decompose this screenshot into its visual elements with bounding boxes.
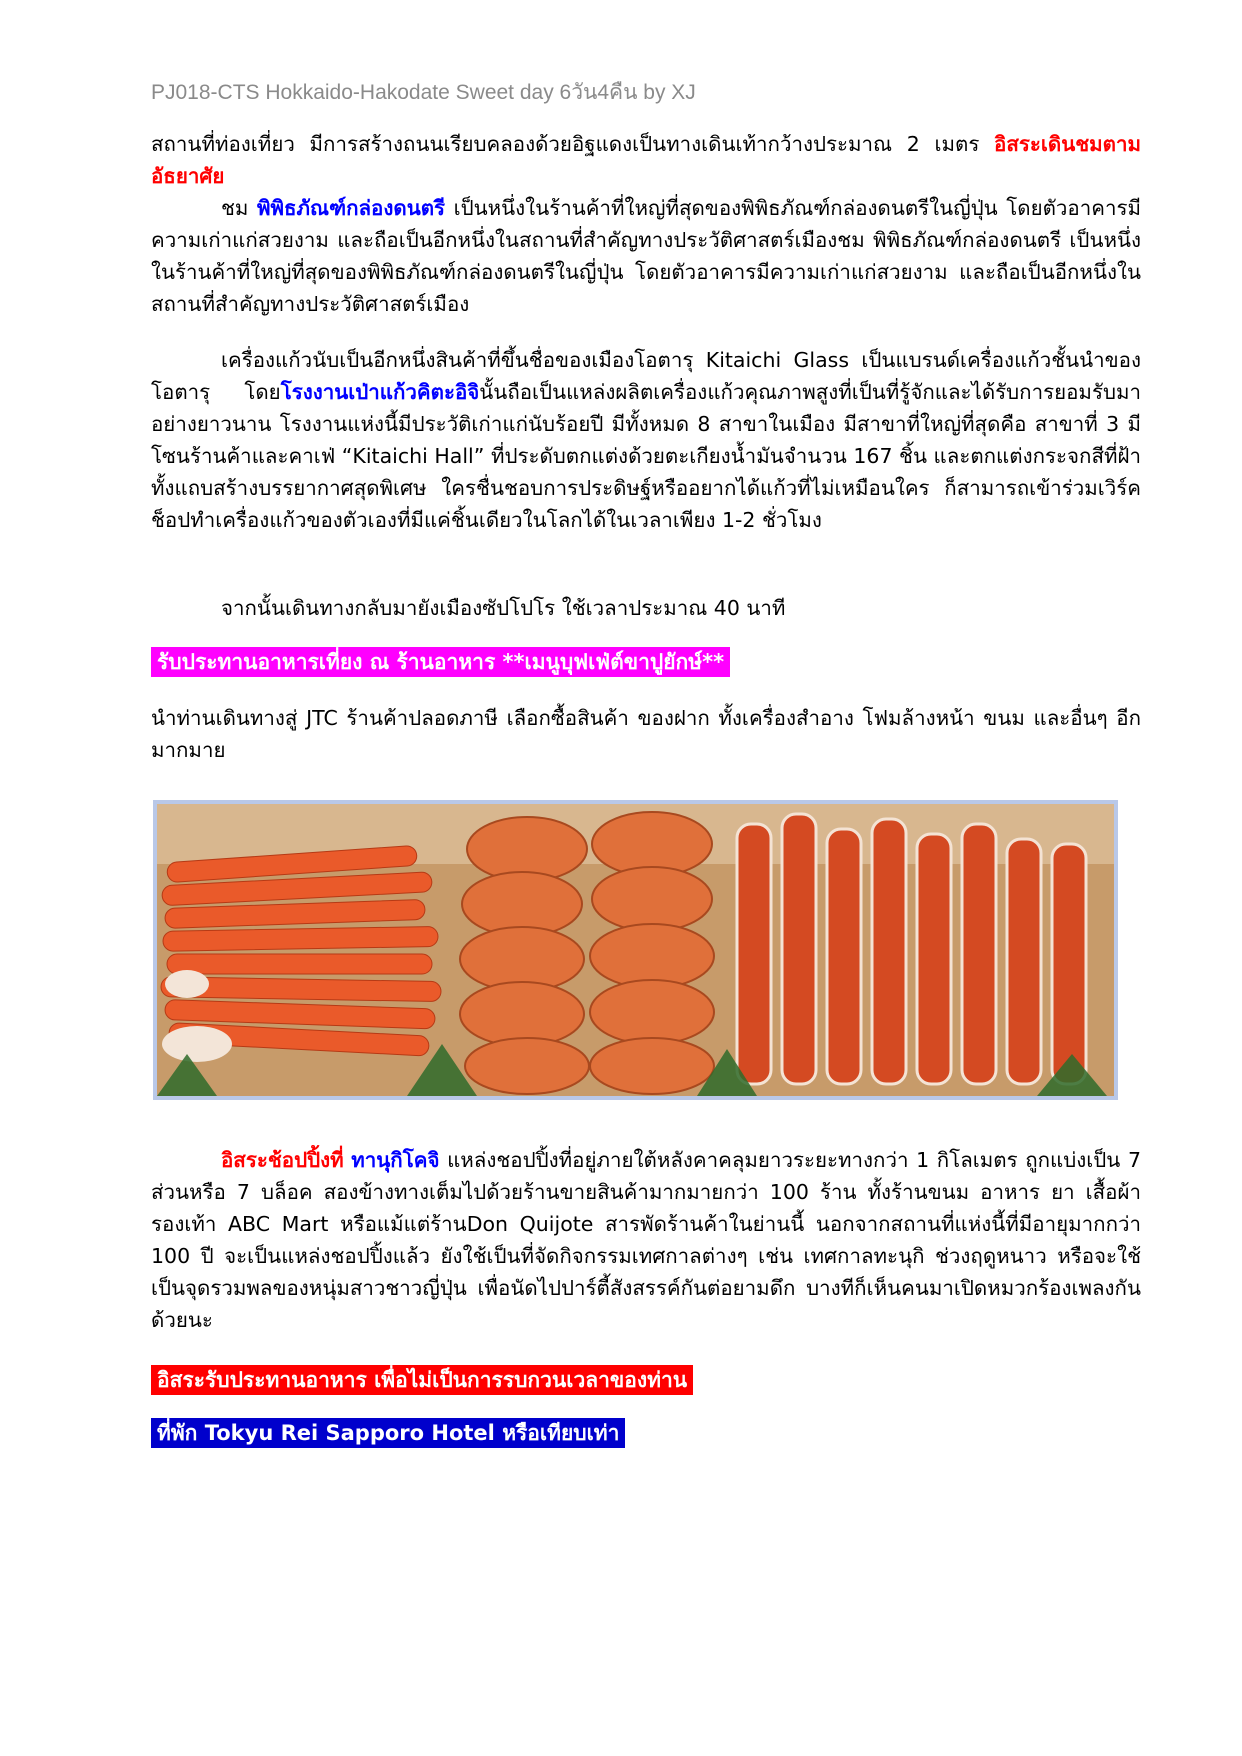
crab-illustration <box>157 804 1114 1096</box>
paragraph-lead: ชม <box>221 196 257 220</box>
paragraph-text: แหล่งชอปปิ้งที่อยู่ภายใต้หลังคาคลุมยาวระยะทางกว่า 1 กิโลเมตร ถูกแบ่งเป็น 7 ส่วนหรือ 7 บล็อค สองข้างทางเต็มไปด้วยร้านขายสินค้ามากมายกว่า 100 ร้าน ทั้งร้านขนม อาหาร ยา เสื้อผ้า รองเท้า ABC Mart หรือแม้แต่ร้านDon Quijote สารพัดร้านค้าในย่านนี้ นอกจากสถานที่แห่งนี้ที่มีอายุมากกว่า 100 ปี จะเป็นแหล่งชอปปิ้งแล้ว ยังใช้เป็นที่จัดกิจกรรมเทศกาลต่างๆ เช่น เทศกาลทะนุกิ ช่วงฤดูหนาว หรือจะใช้เป็นจุดรวมพลของหนุ่มสาวชาวญี่ปุ่น เพื่อนัดไปปาร์ตี้สังสรรค์กันต่อยามดึก บางทีก็เห็นคนมาเปิดหมวกร้องเพลงกันด้วยนะ <box>151 1148 1141 1332</box>
paragraph-text-continued: นั้นถือเป็นแหล่งผลิตเครื่องแก้วคุณภาพสูงที่เป็นที่รู้จักและได้รับการยอมรับมาอย่างยาวนาน โรงงานแห่งนี้มีประวัติเก่าแก่นับร้อยปี มีทั้งหมด 8 สาขาในเมือง มีสาขาที่ใหญ่ที่สุดคือ สาขาที่ 3 มีโซนร้านค้าและคาเฟ่ “Kitaichi Hall” ที่ประดับตกแต่งด้วยตะเกียงน้ำมันจำนวน 167 ชิ้น และตกแต่งกระจกสีที่ฝ้าทั้งแถบสร้างบรรยากาศสุดพิเศษ ใครชื่นชอบการประดิษฐ์หรืออยากได้แก้วที่ไม่เหมือนใคร ก็สามารถเข้าร่วมเวิร์คช็อปทำเครื่องแก้วของตัวเองที่มีแค่ชิ้นเดียวในโลกได้ในเวลาเพียง 1-2 ชั่วโมง <box>151 380 1141 532</box>
lunch-banner: รับประทานอาหารเที่ยง ณ ร้านอาหาร **เมนูบุฟเฟ่ต์ขาปูยักษ์** <box>151 647 730 677</box>
kitaichi-factory-name: โรงงานเป่าแก้วคิตะอิจิ <box>280 380 480 404</box>
paragraph-return-sapporo <box>151 592 1141 624</box>
free-shopping-highlight: อิสระช้อปปิ้งที่ <box>221 1148 344 1172</box>
paragraph-jtc-duty-free: นำท่านเดินทางสู่ JTC ร้านค้าปลอดภาษี เลือกซื้อสินค้า ของฝาก ทั้งเครื่องสำอาง โฟมล้างหน้า ขนม และอื่นๆ อีกมากมาย <box>151 706 1141 762</box>
dinner-banner: อิสระรับประทานอาหาร เพื่อไม่เป็นการรบกวนเวลาของท่าน <box>151 1365 693 1395</box>
free-walk-highlight: อิสระเดินชมตามอัธยาศัย <box>151 132 1141 188</box>
tanukikoji-name: ทานุกิโคจิ <box>351 1148 440 1172</box>
paragraph-text: สถานที่ท่องเที่ยว มีการสร้างถนนเรียบคลองด้วยอิฐแดงเป็นทางเดินเท้ากว้างประมาณ 2 เมตร <box>151 132 995 156</box>
paragraph-kitaichi-glass <box>151 344 1141 536</box>
paragraph-text: เป็นหนึ่งในร้านค้าที่ใหญ่ที่สุดของพิพิธภัณฑ์กล่องดนตรีในญี่ปุ่น โดยตัวอาคารมีความเก่าแก่สวยงาม และถือเป็นอีกหนึ่งในสถานที่สำคัญทางประวัติศาสตร์เมืองชม พิพิธภัณฑ์กล่องดนตรี เป็นหนึ่งในร้านค้าที่ใหญ่ที่สุดของพิพิธภัณฑ์กล่องดนตรีในญี่ปุ่น โดยตัวอาคารมีความเก่าแก่สวยงาม และถือเป็นอีกหนึ่งในสถานที่สำคัญทางประวัติศาสตร์เมือง <box>151 196 1141 316</box>
paragraph-tanukikoji <box>151 1144 1141 1336</box>
paragraph-music-box-museum <box>151 192 1141 320</box>
paragraph-text: เครื่องแก้วนับเป็นอีกหนึ่งสินค้าที่ขึ้นชื่อของเมืองโอตารุ Kitaichi Glass เป็นแบรนด์เครื่องแก้วชั้นนำของโอตารุ โดย <box>151 348 1141 404</box>
paragraph-brick-street <box>151 128 1141 192</box>
page-header: PJ018-CTS Hokkaido-Hakodate Sweet day 6วัน4คืน by XJ <box>151 81 696 104</box>
hotel-banner: ที่พัก Tokyu Rei Sapporo Hotel หรือเทียบเท่า <box>151 1418 625 1448</box>
return-sapporo-text: จากนั้นเดินทางกลับมายังเมืองซัปโปโร ใช้เวลาประมาณ 40 นาที <box>221 596 786 620</box>
crab-buffet-photo <box>153 800 1118 1100</box>
music-box-museum-name: พิพิธภัณฑ์กล่องดนตรี <box>257 196 446 220</box>
